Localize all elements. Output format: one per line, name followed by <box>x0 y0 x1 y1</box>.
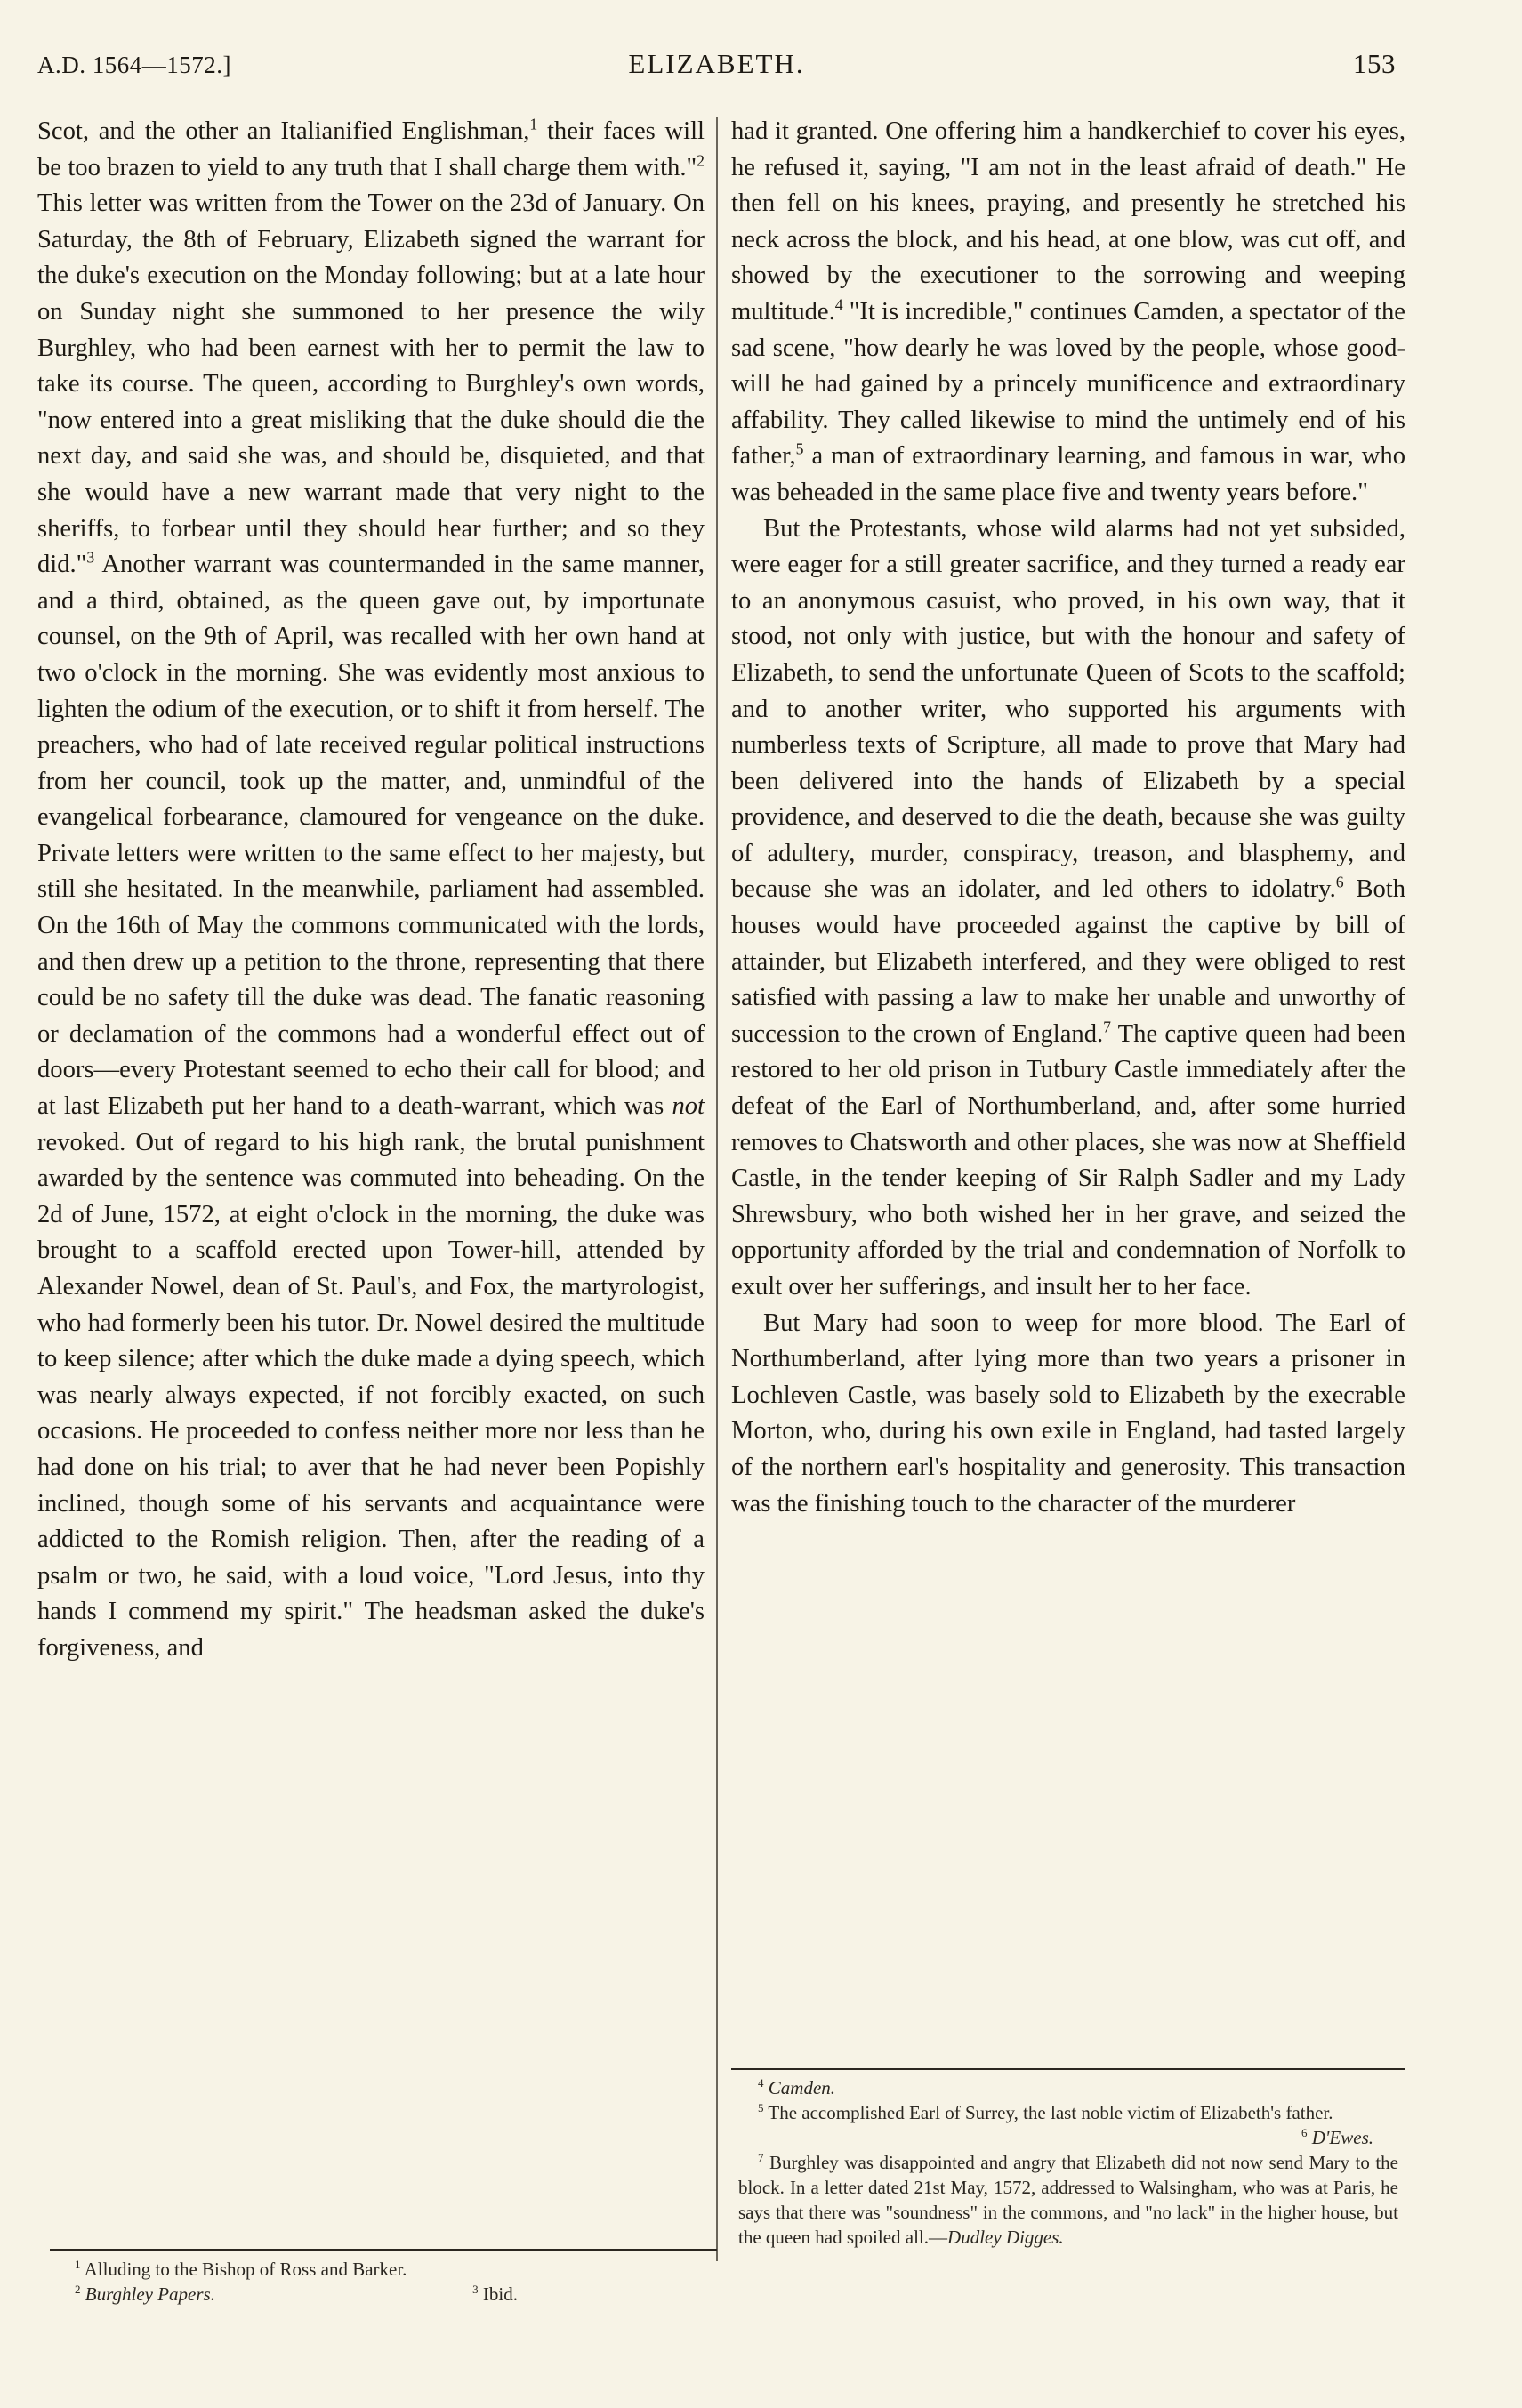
header-date-range: A.D. 1564—1572.] <box>37 52 231 78</box>
right-column <box>731 114 1405 1522</box>
footnotes-left <box>55 2257 713 2307</box>
footnote-ref-6: 6 <box>1335 873 1344 891</box>
left-column <box>37 114 705 1667</box>
footnote-ref-1: 1 <box>529 115 538 133</box>
right-paragraph-3: But Mary had soon to weep for more blood. The Earl of Northumberland, after lying more than two years a prisoner in Lochleven Castle, was basely sold to Elizabeth by the execrable Morton, who, during his own exile in England, had tasted largely of the northern earl's hospitality and generosity. This transaction was the finishing touch to the character of the murderer <box>731 1309 1405 1518</box>
column-divider <box>716 117 718 2261</box>
footnote-rule-left <box>50 2249 717 2251</box>
footnote-ref-5: 5 <box>795 439 804 458</box>
right-paragraph-2: But the Protestants, whose wild alarms had not yet subsided, were eager for a still greater sacrifice, and they turned a ready ear to an anonymous casuist, who proved, in his own way, that it stood, not only with justice, but with the honour and safety of Elizabeth, to send the unfortunate Queen of Scots to the scaffold; and to another writer, who supported his arguments with numberless texts of Scripture, all made to prove that Mary had been delivered into the hands of Elizabeth by a special providence, and deserved to die the death, because she was guilty of adultery, murder, conspiracy, treason, and blasphemy, and because she was an idolater, and led others to idolatry.$^6$ Both houses would have proceeded against the captive by bill of attainder, but Elizabeth interfered, and they were obliged to rest satisfied with passing a law to make her unable and unworthy of succession to the crown of England.$^7$ The captive queen had been restored to her old prison in Tutbury Castle immediately after the defeat of the Earl of Northumberland, and, after some hurried removes to Chatsworth and other places, she was now at Sheffield Castle, in the tender keeping of Sir Ralph Sadler and my Lady Shrewsbury, who both wished her in her grave, and seized the opportunity afforded by the trial and condemnation of Norfolk to exult over her sufferings, and insult her to her face. <box>731 514 1405 1301</box>
footnote-ref-7: 7 <box>1103 1018 1111 1036</box>
left-paragraph: Scot, and the other an Italianified Englishman,$^1$ their faces will be too brazen to yield to any truth that I shall charge them with."$^2$ This letter was written from the Tower on the 23d of January. On Saturday, the 8th of February, Elizabeth signed the warrant for the duke's execution on the Monday following; but at a late hour on Sunday night she summoned to her presence the wily Burghley, who had been earnest with her to permit the law to take its course. The queen, according to Burghley's own words, "now entered into a great misliking that the duke should die the next day, and said she was, and should be, disquieted, and that she would have a new warrant made that very night to the sheriffs, to forbear until they should hear further; and so they did."$^3$ Another warrant was countermanded in the same manner, and a third, obtained, as the queen gave out, by importunate counsel, on the 9th of April, was recalled with her own hand at two o'clock in the morning. She was evidently most anxious to lighten the odium of the execution, or to shift it from herself. The preachers, who had of late received regular political instructions from her council, took up the matter, and, unmindful of the evangelical forbearance, clamoured for vengeance on the duke. Private letters were written to the same effect to her majesty, but still she hesitated. In the meanwhile, parliament had assembled. On the 16th of May the commons communicated with the lords, and then drew up a petition to the throne, representing that there could be no safety till the duke was dead. The fanatic reasoning or declamation of the commons had a wonderful effect out of doors—every Protestant seemed to echo their call for blood; and at last Elizabeth put her hand to a death-warrant, which was not revoked. Out of regard to his high rank, the brutal punishment awarded by the sentence was commuted into beheading. On the 2d of June, 1572, at eight o'clock in the morning, the duke was brought to a scaffold erected upon Tower-hill, attended by Alexander Nowel, dean of St. Paul's, and Fox, the martyrologist, who had formerly been his tutor. Dr. Nowel desired the multitude to keep silence; after which the duke made a dying speech, which was nearly always expected, if not forcibly exacted, on such occasions. He proceeded to confess neither more nor less than he had done on his trial; to aver that he had never been Popishly inclined, though some of his servants and acquaintance were addicted to the Romish religion. Then, after the reading of a psalm or two, he said, with a loud voice, "Lord Jesus, into thy hands I commend my spirit." The headsman asked the duke's forgiveness, and <box>37 115 705 1662</box>
footnote-ref-3: 3 <box>86 548 95 567</box>
emphasis-not: not <box>672 1092 705 1121</box>
footnote-1: $^1$ Alluding to the Bishop of Ross and Barker. <box>75 2258 407 2280</box>
footnote-ref-4: 4 <box>834 295 843 314</box>
right-paragraph-1: had it granted. One offering him a handkerchief to cover his eyes, he refused it, saying, "I am not in the least afraid of death." He then fell on his knees, praying, and presently he stretched his neck across the block, and his head, at one blow, was cut off, and showed by the executioner to the sorrowing and weeping multitude.$^4$ "It is incredible," continues Camden, a spectator of the sad scene, "how dearly he was loved by the people, whose good-will he had gained by a princely munificence and extraordinary affability. They called likewise to mind the untimely end of his father,$^5$ a man of extraordinary learning, and famous in war, who was beheaded in the same place five and twenty years before." <box>731 117 1405 506</box>
footnotes-right <box>738 2075 1398 2250</box>
footnote-ref-2: 2 <box>697 151 705 170</box>
running-header <box>37 44 1396 87</box>
page-number: 153 <box>1353 48 1396 79</box>
footnote-rule-right <box>731 2068 1405 2070</box>
header-title: ELIZABETH. <box>628 48 805 79</box>
footnote-2-3: $^2$ Burghley Papers. $^3$ Ibid. <box>75 2283 518 2305</box>
footnote-5-6: $^5$ The accomplished Earl of Surrey, the last noble victim of Elizabeth's father. $^6$ D'Ewes. <box>758 2101 1373 2148</box>
footnote-7: $^7$ Burghley was disappointed and angry that Elizabeth did not now send Mary to the block. In a letter dated 21st May, 1572, addressed to Walsingham, who was at Paris, he says that there was "soundness" in the commons, and "no lack" in the higher house, but the queen had spoiled all.—Dudley Digges. <box>738 2151 1398 2248</box>
footnote-4: $^4$ Camden. <box>758 2076 836 2098</box>
